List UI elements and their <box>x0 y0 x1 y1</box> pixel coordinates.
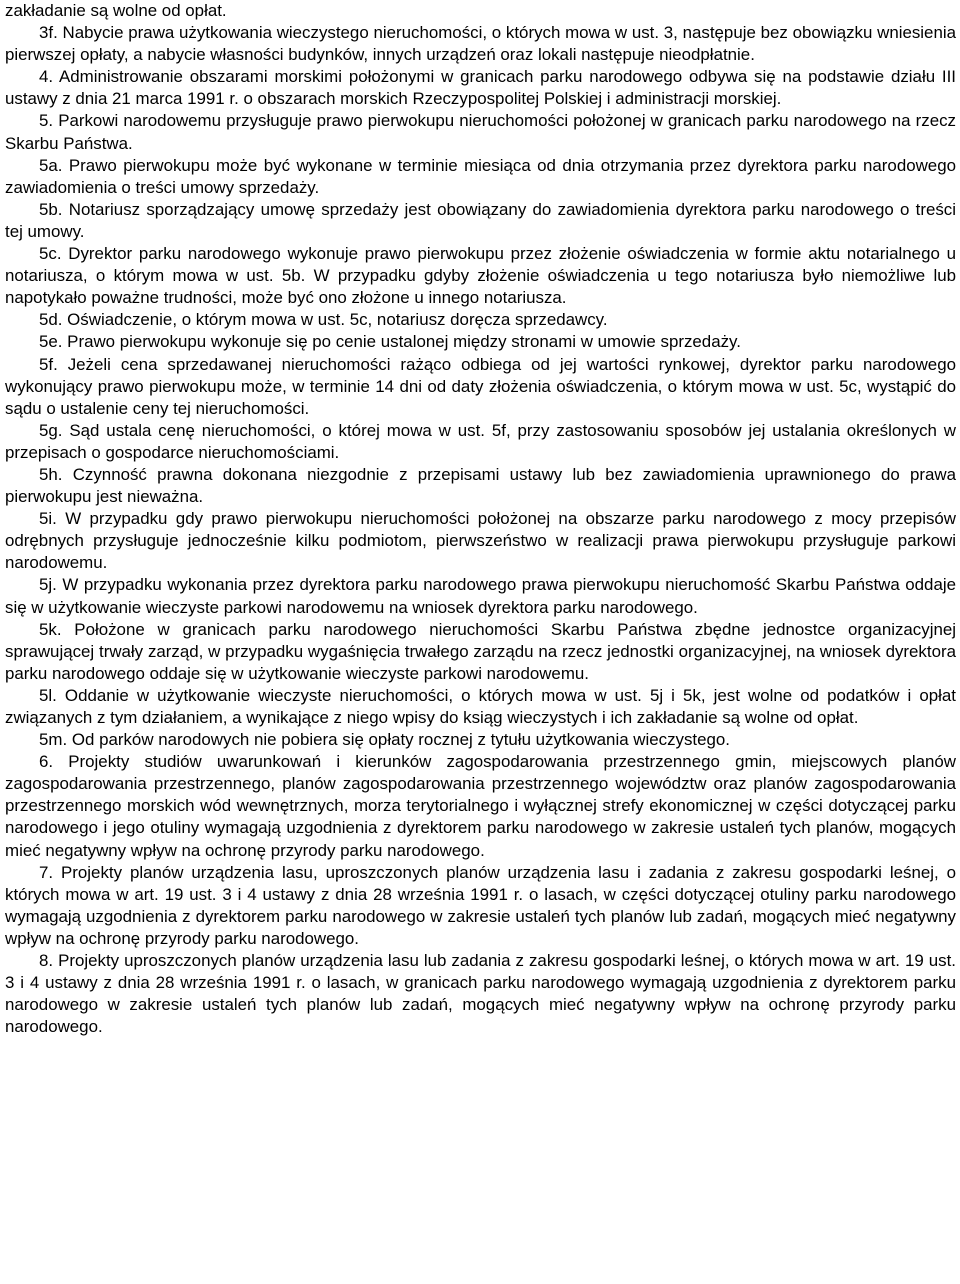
paragraph-5: 5. Parkowi narodowemu przysługuje prawo pierwokupu nieruchomości położonej w granicach parku narodowego na rzecz Skarbu Państwa. <box>5 111 956 153</box>
paragraph-5l: 5l. Oddanie w użytkowanie wieczyste nieruchomości, o których mowa w ust. 5j i 5k, jest wolne od podatków i opłat związanych z tym działaniem, a wynikające z niego wpisy do ksiąg wieczystych i ich zakładanie są wolne od opłat. <box>5 685 956 727</box>
paragraph-7: 7. Projekty planów urządzenia lasu, uproszczonych planów urządzenia lasu i zadania z zakresu gospodarki leśnej, o których mowa w art. 19 ust. 3 i 4 ustawy z dnia 28 września 1991 r. o lasach, w części dotyczącej otuliny parku narodowego wymagają uzgodnienia z dyrektorem parku narodowego w zakresie ustaleń tych planów lub zadań, mogących mieć negatywny wpływ na ochronę przyrody parku narodowego. <box>5 862 956 948</box>
paragraph-3f: 3f. Nabycie prawa użytkowania wieczystego nieruchomości, o których mowa w ust. 3, następuje bez obowiązku wniesienia pierwszej opłaty, a nabycie własności budynków, innych urządzeń oraz lokali następuje nieodpłatnie. <box>5 23 956 65</box>
paragraph-5g: 5g. Sąd ustala cenę nieruchomości, o której mowa w ust. 5f, przy zastosowaniu sposobów jej ustalania określonych w przepisach o gospodarce nieruchomościami. <box>5 420 956 462</box>
paragraph-5c: 5c. Dyrektor parku narodowego wykonuje prawo pierwokupu przez złożenie oświadczenia w formie aktu notarialnego u notariusza, o którym mowa w ust. 5b. W przypadku gdyby złożenie oświadczenia u tego notariusza było niemożliwe lub napotykało poważne trudności, może być ono złożone u innego notariusza. <box>5 244 956 308</box>
paragraph-5f: 5f. Jeżeli cena sprzedawanej nieruchomości rażąco odbiega od jej wartości rynkowej, dyrektor parku narodowego wykonujący prawo pierwokupu może, w terminie 14 dni od daty złożenia oświadczenia, o którym mowa w ust. 5c, wystąpić do sądu o ustalenie ceny tej nieruchomości. <box>5 354 956 418</box>
paragraph-5k: 5k. Położone w granicach parku narodowego nieruchomości Skarbu Państwa zbędne jednostce organizacyjnej sprawującej trwały zarząd, w przypadku wygaśnięcia trwałego zarządu na rzecz jednostki organizacyjnej, na wniosek dyrektora parku narodowego oddaje się w użytkowanie wieczyste parkowi narodowemu. <box>5 619 956 683</box>
paragraph-5i: 5i. W przypadku gdy prawo pierwokupu nieruchomości położonej na obszarze parku narodowego z mocy przepisów odrębnych przysługuje jednocześnie kilku podmiotom, pierwszeństwo w realizacji prawa pierwokupu przysługuje parkowi narodowemu. <box>5 509 956 573</box>
paragraph-5m: 5m. Od parków narodowych nie pobiera się opłaty rocznej z tytułu użytkowania wieczystego. <box>39 730 730 750</box>
paragraph-5e: 5e. Prawo pierwokupu wykonuje się po cenie ustalonej między stronami w umowie sprzedaży. <box>39 332 741 352</box>
paragraph-5h: 5h. Czynność prawna dokonana niezgodnie z przepisami ustawy lub bez zawiadomienia uprawnionego do prawa pierwokupu jest nieważna. <box>5 464 956 507</box>
paragraph-4: 4. Administrowanie obszarami morskimi położonymi w granicach parku narodowego odbywa się na podstawie działu III ustawy z dnia 21 marca 1991 r. o obszarach morskich Rzeczypospolitej Polskiej i administracji morskiej. <box>5 67 956 109</box>
paragraph-5d: 5d. Oświadczenie, o którym mowa w ust. 5c, notariusz doręcza sprzedawcy. <box>39 310 608 330</box>
paragraph-5b: 5b. Notariusz sporządzający umowę sprzedaży jest obowiązany do zawiadomienia dyrektora parku narodowego o treści tej umowy. <box>5 199 956 241</box>
paragraph-5j: 5j. W przypadku wykonania przez dyrektora parku narodowego prawa pierwokupu nieruchomość Skarbu Państwa oddaje się w użytkowanie wieczyste parkowi narodowemu na wniosek dyrektora parku narodowego. <box>5 575 956 617</box>
paragraph-6: 6. Projekty studiów uwarunkowań i kierunków zagospodarowania przestrzennego gmin, miejscowych planów zagospodarowania przestrzennego, planów zagospodarowania przestrzennego województw oraz planów zagospodarowania przestrzennego morskich wód wewnętrznych, morza terytorialnego i wyłącznej strefy ekonomicznej w części dotyczącej parku narodowego i jego otuliny wymagają uzgodnienia z dyrektorem parku narodowego w zakresie ustaleń tych planów, mogących mieć negatywny wpływ na ochronę przyrody parku narodowego. <box>5 752 956 860</box>
paragraph-5a: 5a. Prawo pierwokupu może być wykonane w terminie miesiąca od dnia otrzymania przez dyrektora parku narodowego zawiadomienia o treści umowy sprzedaży. <box>5 155 956 197</box>
paragraph-8: 8. Projekty uproszczonych planów urządzenia lasu lub zadania z zakresu gospodarki leśnej, o których mowa w art. 19 ust. 3 i 4 ustawy z dnia 28 września 1991 r. o lasach, w granicach parku narodowego wymagają uzgodnienia z dyrektorem parku narodowego w zakresie ustaleń tych planów lub zadań, mogących mieć negatywny wpływ na ochronę przyrody parku narodowego. <box>5 951 956 1037</box>
paragraph-continuation: zakładanie są wolne od opłat. <box>5 1 227 20</box>
